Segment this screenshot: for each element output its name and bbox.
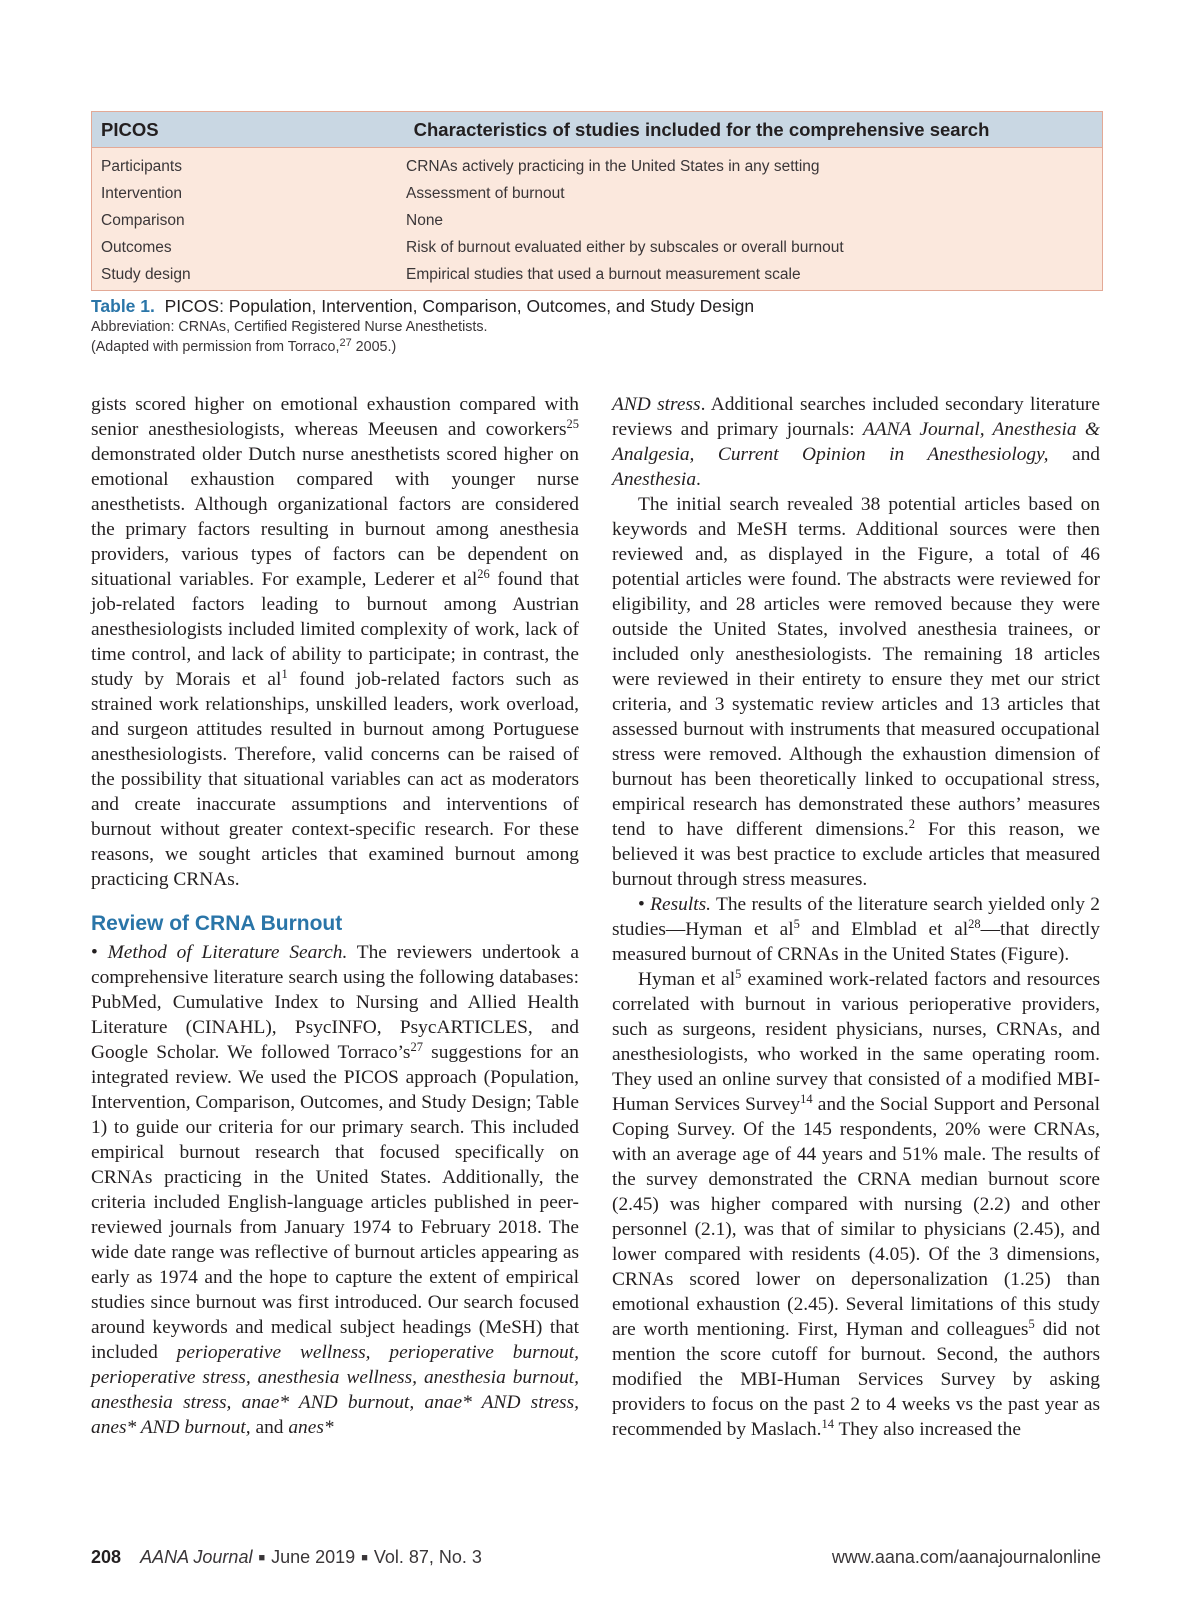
journal-list: AANA Journal, Anesthesia & Analgesia, Current Opinion in Anesthesiology, [612,419,1100,465]
paragraph-text: The reviewers undertook a comprehensive literature search using the following databases: PubMed, Cumulative Index to Nursing and Allied Health Literature (CINAHL), PsycINFO, PsycARTICLES, and Google Scholar. We followed Torraco’s [91,942,579,1063]
paragraph [612,967,1100,1442]
paragraph-text: gists scored higher on emotional exhaustion compared with senior anesthesiologists, whereas Meeusen and coworkers [91,394,579,440]
left-column [91,392,579,1440]
table-row [92,153,1102,180]
table-row-label: Study design [101,265,191,283]
table-row-value: Assessment of burnout [406,184,565,202]
paragraph [612,492,1100,892]
table-row [92,234,1102,261]
citation-ref: 1 [281,667,288,681]
caption-abbreviation: Abbreviation: CRNAs, Certified Registered Nurse Anesthetists. [91,319,488,335]
table-row [92,207,1102,234]
separator-icon: ■ [258,1552,266,1564]
paragraph-text: did not mention the score cutoff for burnout. Second, the authors modified the MBI-Human Services Survey by asking providers to focus on the past 2 to 4 weeks vs the past year as recommended by Maslach. [612,1319,1100,1440]
run-in-heading: Method of Literature Search. [107,942,348,963]
citation-ref: 14 [821,1417,834,1431]
picos-table [91,111,1103,291]
paragraph [612,392,1100,492]
paragraph [91,392,579,892]
paragraph-text: and [1048,444,1100,465]
paragraph-text: . [696,469,701,490]
page-footer [91,1547,1101,1575]
paragraph-text: and Elmblad et al [799,919,969,940]
paragraph-text: The results of the literature search yielded only 2 studies—Hyman et al [612,894,1100,940]
citation-ref: 14 [800,1092,813,1106]
table-row [92,261,1102,288]
table-row-value: Risk of burnout evaluated either by subscales or overall burnout [406,238,844,256]
caption-title-line [91,295,1101,317]
table-body [92,148,1102,290]
paragraph-text: The initial search revealed 38 potential articles based on keywords and MeSH terms. Additional sources were then reviewed and, as displayed in the Figure, a total of 46 potential articles were found. The abstracts were reviewed for eligibility, and 28 articles were removed because they were outside the United States, involved anesthesia trainees, or included only anesthesiologists. The remaining 18 articles were reviewed in their entirety to ensure they met our strict criteria, and 3 systematic review articles and 13 articles that assessed burnout with instruments that measured occupational stress were removed. Although the exhaustion dimension of burnout has been theoretically linked to occupational stress, empirical research has demonstrated these authors’ measures tend to have different dimensions. [612,494,1100,840]
citation-ref: 5 [793,917,800,931]
bullet-icon: • [91,942,98,963]
keyword: AND stress [612,394,701,415]
table-row-label: Participants [101,157,182,175]
table-row-label: Outcomes [101,238,172,256]
paragraph-text: found job-related factors such as strained work relationships, unskilled leaders, work overload, and surgeon attitudes resulted in burnout among Portuguese anesthesiologists. Therefore, valid concerns can be raised of the possibility that situational variables can act as moderators and create inaccurate assumptions and interventions of burnout without greater context-specific research. For these reasons, we sought articles that examined burnout among practicing CRNAs. [91,669,579,890]
paragraph-text: and the Social Support and Personal Coping Survey. Of the 145 respondents, 20% were CRNAs, with an average age of 44 years and 51% male. The results of the survey demonstrated the CRNA median burnout score (2.45) was higher compared with nursing (2.2) and other personnel (2.1), was that of similar to physicians (2.45), and lower compared with residents (4.05). Of the 3 dimensions, CRNAs scored lower on depersonalization (1.25) than emotional exhaustion (2.45). Several limitations of this study are worth mentioning. First, Hyman and colleagues [612,1094,1100,1340]
paragraph [91,940,579,1440]
right-column [612,392,1100,1442]
table-row-value: CRNAs actively practicing in the United States in any setting [406,157,820,175]
table-row [92,180,1102,207]
keyword: anes* [288,1417,334,1438]
table-header-row [92,112,1102,148]
paragraph-text: For this reason, we believed it was best practice to exclude articles that measured burnout through stress measures. [612,819,1100,890]
separator-icon: ■ [361,1552,368,1564]
page-number: 208 [91,1547,122,1567]
keyword-list: perioperative wellness, perioperative burnout, perioperative stress, anesthesia wellness, anesthesia burnout, anesthesia stress, anae* AND burnout, anae* AND stress, anes* AND burnout, [91,1342,579,1438]
citation-ref: 26 [477,567,490,581]
citation-ref: 2 [908,817,915,831]
footer-volume: Vol. 87, No. 3 [373,1547,482,1567]
caption-adapted [91,337,1101,357]
section-heading: Review of CRNA Burnout [91,912,343,935]
paragraph-text: examined work-related factors and resources correlated with burnout in various perioperative providers, such as surgeons, resident physicians, nurses, CRNAs, and anesthesiologists, who worked in the same operating room. They used an online survey that consisted of a modified MBI-Human Services Survey [612,969,1100,1115]
table-row-value: None [406,211,444,229]
table-header-characteristics: Characteristics of studies included for the comprehensive search [413,118,990,140]
table-row-value: Empirical studies that used a burnout measurement scale [406,265,801,283]
table-caption [91,295,1101,357]
citation-ref: 28 [968,917,981,931]
paragraph-text: demonstrated older Dutch nurse anesthetists scored higher on emotional exhaustion compared with younger nurse anesthetists. Although organizational factors are considered the primary factors resulting in burnout among anesthesia providers, various types of factors can be dependent on situational variables. For example, Lederer et al [91,444,579,590]
caption-title: PICOS: Population, Intervention, Comparison, Outcomes, and Study Design [164,296,755,316]
run-in-heading: Results. [650,894,712,915]
citation-ref: 27 [410,1040,423,1054]
footer-journal: AANA Journal [140,1547,253,1567]
paragraph-text: Hyman et al [638,969,736,990]
citation-ref: 5 [1028,1317,1035,1331]
table-row-label: Intervention [101,184,182,202]
citation-ref: 27 [339,337,352,349]
paragraph-text: and [250,1417,289,1438]
paragraph-text: suggestions for an integrated review. We used the PICOS approach (Population, Intervention, Comparison, Outcomes, and Study Design; Table 1) to guide our criteria for our primary search. This included empirical burnout research that focused specifically on CRNAs practicing in the United States. Additionally, the criteria included English-language articles published in peer-reviewed journals from January 1974 to February 2018. The wide date range was reflective of burnout articles appearing as early as 1974 and the hope to capture the extent of empirical studies since burnout was first introduced. Our search focused around keywords and medical subject headings (MeSH) that included [91,1042,579,1363]
caption-adapted-text: (Adapted with permission from Torraco, [91,339,340,355]
caption-label: Table 1. [91,296,155,316]
citation-ref: 25 [566,417,579,431]
footer-date: June 2019 [271,1547,356,1567]
footer-url[interactable]: www.aana.com/aanajournalonline [831,1547,1101,1567]
table-row-label: Comparison [101,211,185,229]
paragraph-text: —that directly measured burnout of CRNAs in the United States (Figure). [612,919,1100,965]
paragraph-text: They also increased the [833,1419,1021,1440]
bullet-icon: • [638,894,645,915]
table-header-picos: PICOS [101,118,159,140]
paragraph-text: found that job-related factors leading to burnout among Austrian anesthesiologists included limited complexity of work, lack of time control, and lack of ability to participate; in contrast, the study by Morais et al [91,569,579,690]
citation-ref: 5 [735,967,742,981]
paragraph-text: . Additional searches included secondary literature reviews and primary journals: [612,394,1100,440]
caption-adapted-year: 2005.) [351,339,397,355]
paragraph [612,892,1100,967]
journal-name: Anesthesia [612,469,697,490]
